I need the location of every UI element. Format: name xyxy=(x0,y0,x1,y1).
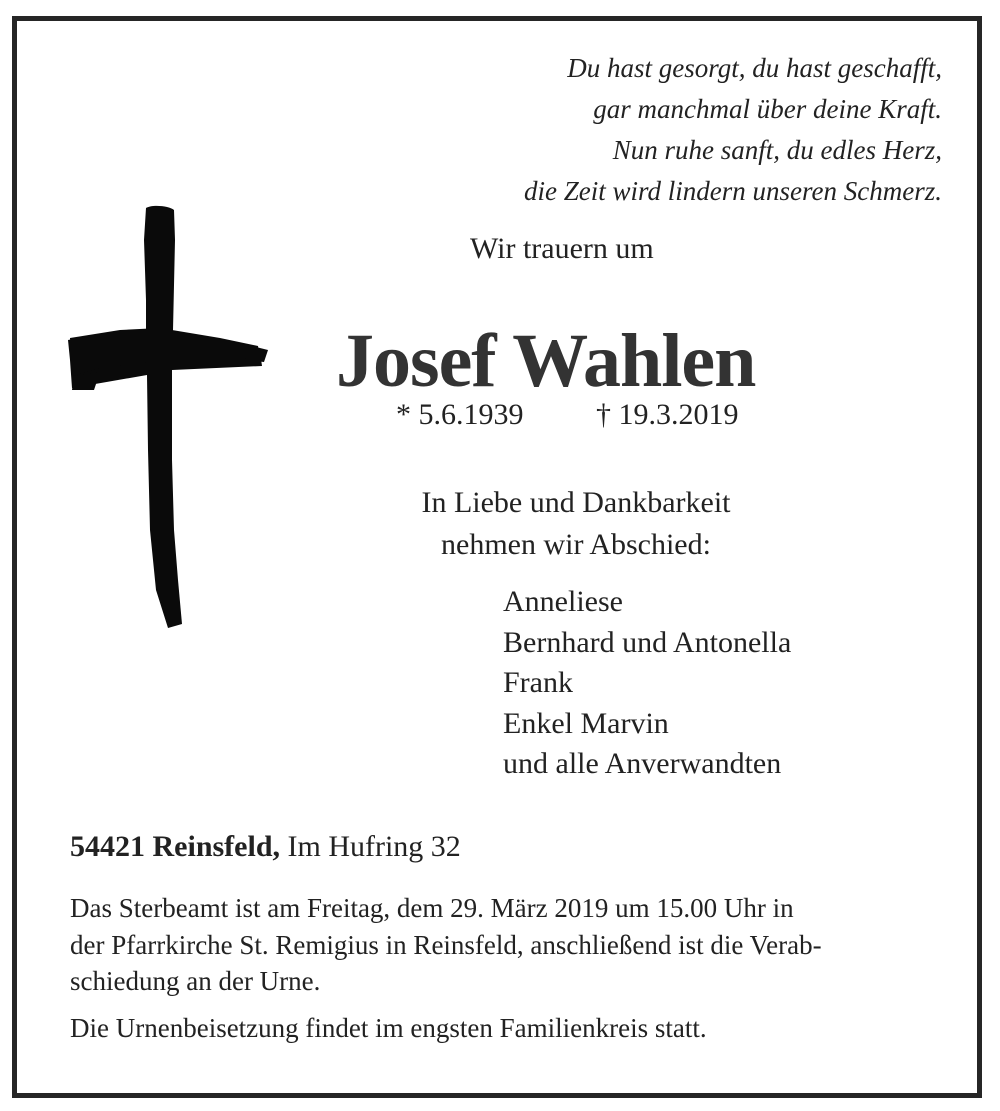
mourners-list xyxy=(503,582,791,785)
service-line: Das Sterbeamt ist am Freitag, dem 29. März 2019 um 15.00 Uhr in xyxy=(70,893,794,923)
mourner: und alle Anverwandten xyxy=(503,747,782,780)
mourner: Enkel Marvin xyxy=(503,706,669,740)
poem xyxy=(524,48,942,212)
farewell-line: nehmen wir Abschied: xyxy=(441,528,711,561)
interment-info: Die Urnenbeisetzung findet im engsten Familienkreis statt. xyxy=(70,1013,707,1043)
death-date: † 19.3.2019 xyxy=(596,398,739,431)
service-info xyxy=(70,890,920,1000)
poem-line: die Zeit wird lindern unseren Schmerz. xyxy=(524,176,942,206)
birth-date: * 5.6.1939 xyxy=(396,398,524,431)
mourner: Anneliese xyxy=(503,585,623,618)
farewell-line: In Liebe und Dankbarkeit xyxy=(421,486,731,519)
address-city: 54421 Reinsfeld, xyxy=(70,830,280,863)
cross-icon xyxy=(60,200,270,630)
poem-line: Nun ruhe sanft, du edles Herz, xyxy=(612,135,942,165)
poem-line: Du hast gesorgt, du hast geschafft, xyxy=(567,53,942,83)
address xyxy=(70,830,461,864)
farewell-text xyxy=(396,482,756,566)
service-line: der Pfarrkirche St. Remigius in Reinsfeld, anschließend ist die Verab- xyxy=(70,929,822,960)
deceased-name: Josef Wahlen xyxy=(336,319,756,403)
service-line: schiedung an der Urne. xyxy=(70,966,321,996)
intro-text: Wir trauern um xyxy=(470,232,654,265)
mourner: Bernhard und Antonella xyxy=(503,625,792,659)
poem-line: gar manchmal über deine Kraft. xyxy=(593,94,942,124)
address-street: Im Hufring 32 xyxy=(287,830,461,863)
mourner: Frank xyxy=(503,666,573,699)
